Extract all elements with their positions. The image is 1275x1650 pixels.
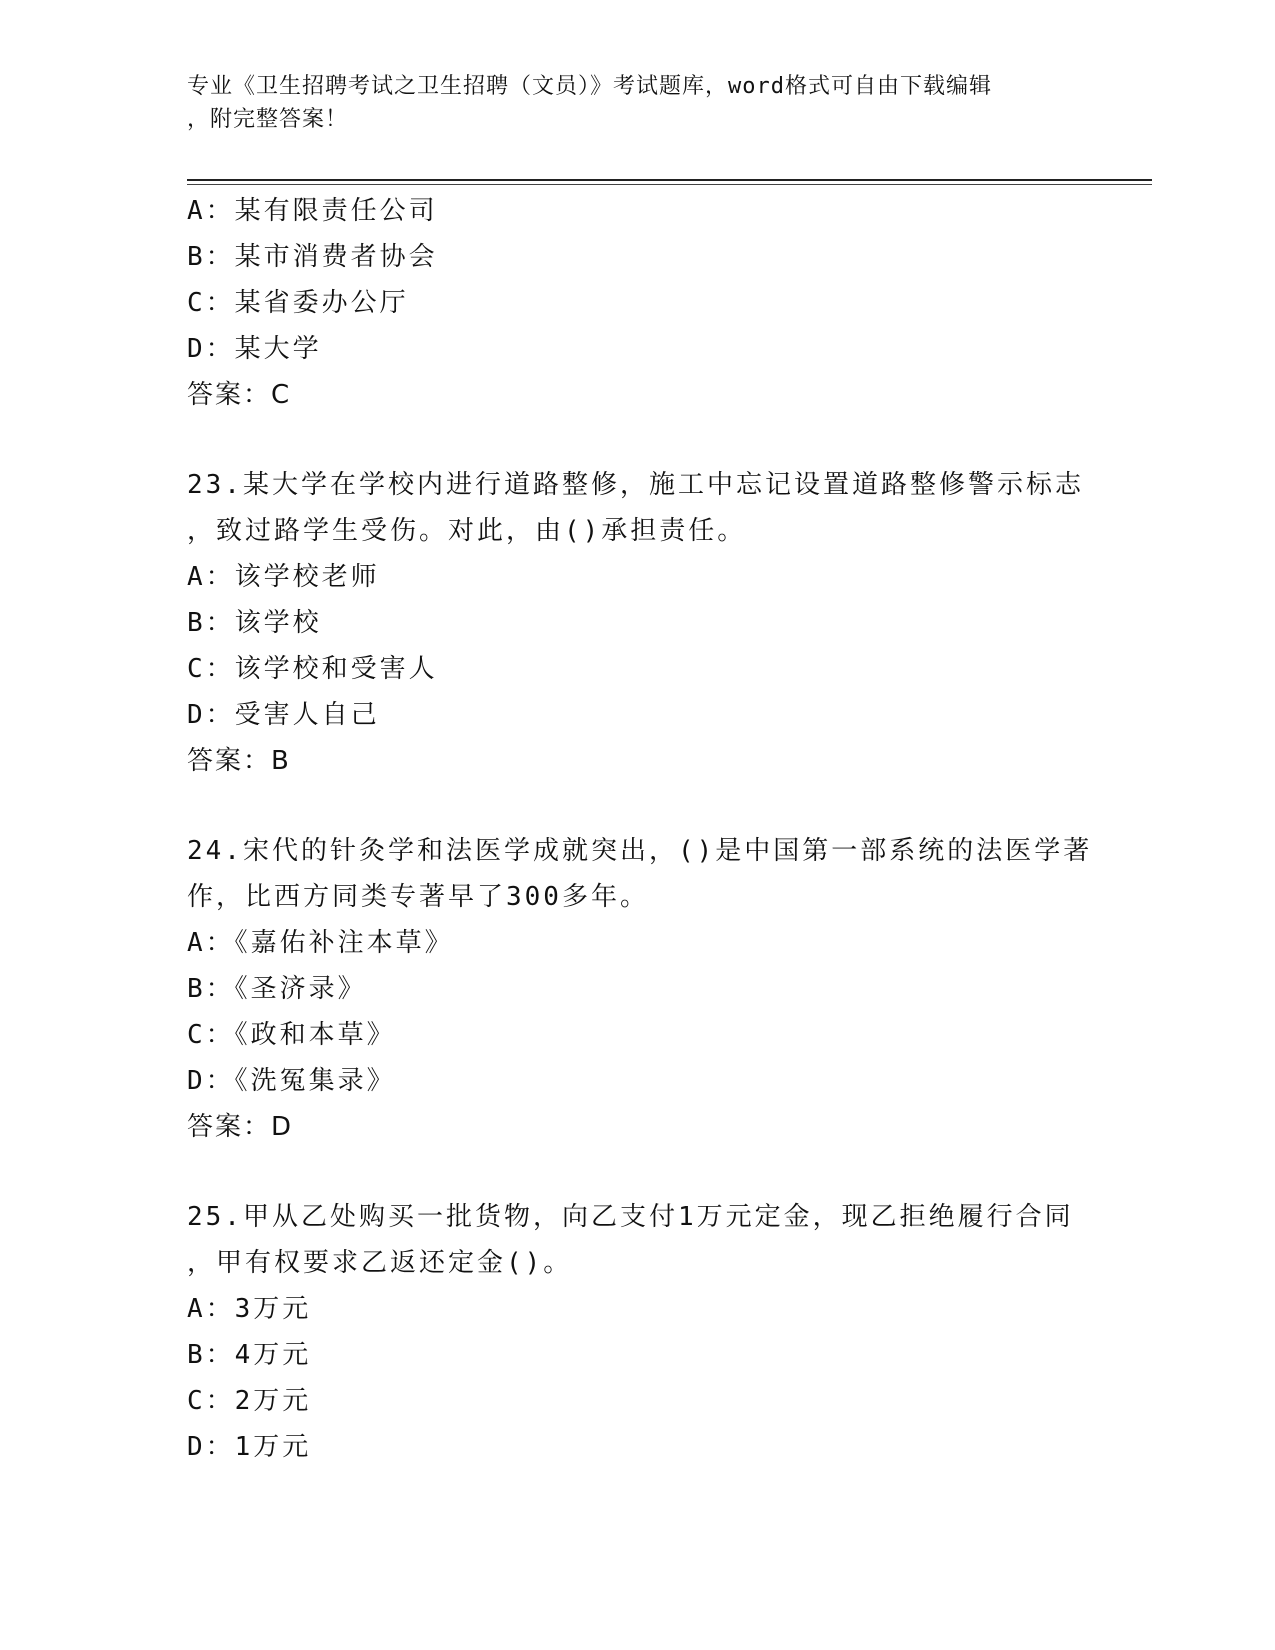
option-b: B：《圣济录》 — [187, 974, 367, 1004]
header-text-line-2: ，附完整答案！ — [187, 107, 349, 132]
question-stem-line-1: 24.宋代的针灸学和法医学成就突出，()是中国第一部系统的法医学著 — [187, 836, 1093, 866]
header-divider-thick — [187, 179, 1152, 181]
question-stem-line-2: 作，比西方同类专著早了300多年。 — [187, 882, 649, 912]
option-c: C：该学校和受害人 — [187, 654, 438, 684]
question-22 — [187, 188, 1087, 418]
option-c: C：2万元 — [187, 1386, 312, 1416]
option-b: B：4万元 — [187, 1340, 312, 1370]
option-a: A：3万元 — [187, 1294, 312, 1324]
question-stem-line-1: 23.某大学在学校内进行道路整修，施工中忘记设置道路整修警示标志 — [187, 470, 1084, 500]
option-d: D：某大学 — [187, 334, 322, 364]
option-d: D：1万元 — [187, 1432, 312, 1462]
question-list — [187, 188, 1093, 1470]
header-text-line-1: 专业《卫生招聘考试之卫生招聘（文员）》考试题库，word格式可自由下载编辑 — [187, 74, 992, 99]
option-d: D：受害人自己 — [187, 700, 380, 730]
question-stem-line-1: 25.甲从乙处购买一批货物，向乙支付1万元定金，现乙拒绝履行合同 — [187, 1202, 1074, 1232]
option-b: B：某市消费者协会 — [187, 242, 438, 272]
question-23 — [187, 462, 1087, 784]
question-24 — [187, 828, 1093, 1150]
option-d: D：《洗冤集录》 — [187, 1066, 396, 1096]
answer: 答案：B — [187, 746, 291, 776]
document-header — [187, 70, 1067, 136]
question-stem-line-2: ，致过路学生受伤。对此，由()承担责任。 — [187, 516, 747, 546]
option-c: C：《政和本草》 — [187, 1020, 396, 1050]
spacer — [187, 1150, 1087, 1194]
header-divider-thin — [187, 184, 1152, 185]
option-a: A：某有限责任公司 — [187, 196, 438, 226]
option-c: C：某省委办公厅 — [187, 288, 409, 318]
answer: 答案：D — [187, 1112, 294, 1142]
option-a: A：《嘉佑补注本草》 — [187, 928, 454, 958]
question-25 — [187, 1194, 1087, 1470]
option-b: B：该学校 — [187, 608, 322, 638]
spacer — [187, 784, 1087, 828]
question-stem-line-2: ，甲有权要求乙返还定金()。 — [187, 1248, 573, 1278]
option-a: A：该学校老师 — [187, 562, 380, 592]
answer: 答案：C — [187, 380, 292, 410]
spacer — [187, 418, 1087, 462]
